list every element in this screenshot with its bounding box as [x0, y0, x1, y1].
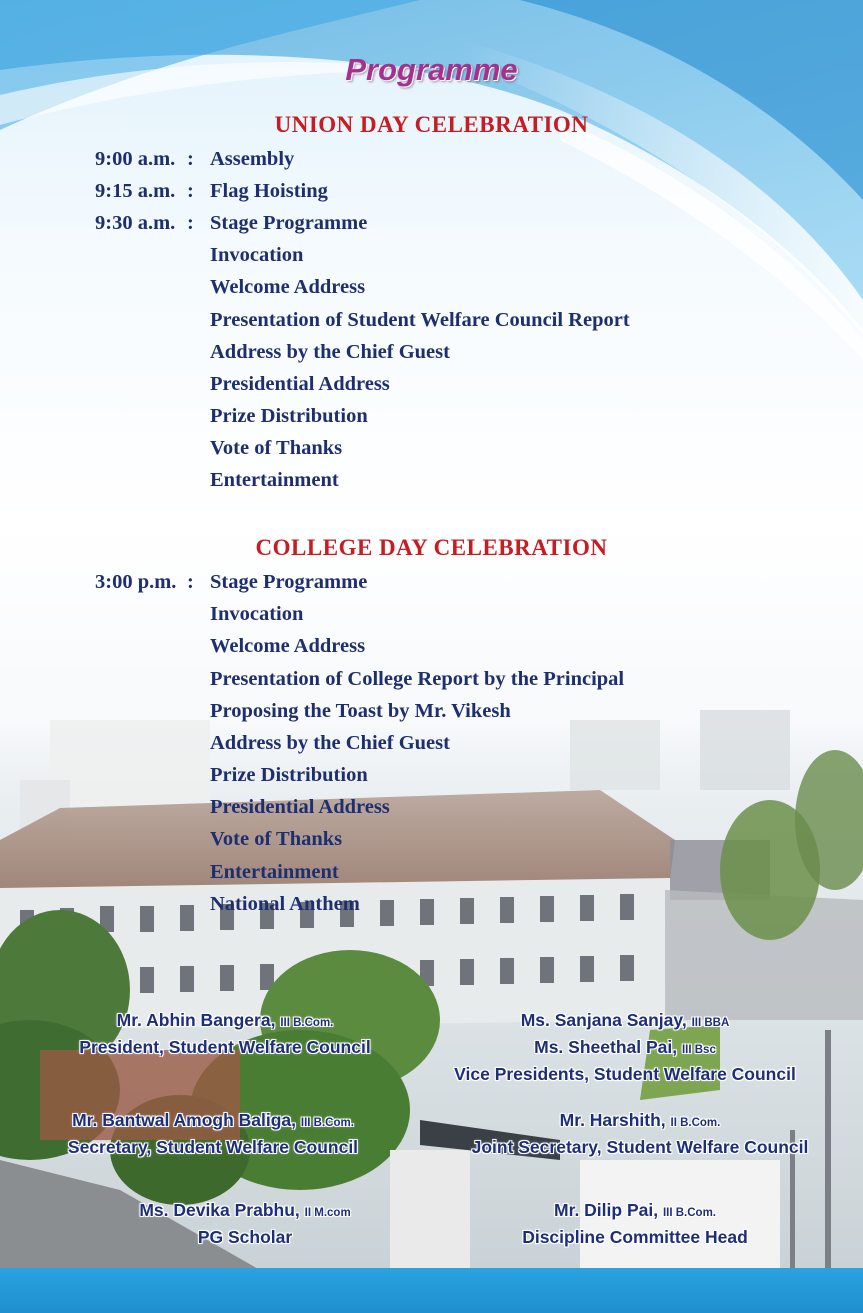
union-row: [0, 143, 863, 175]
schedule-item: Entertainment: [210, 469, 339, 491]
signatory-name: Mr. Dilip Pai,: [554, 1200, 659, 1220]
college-row: [0, 695, 863, 727]
signatory-class: III B.Com.: [662, 1207, 716, 1219]
signatory-role: Secretary, Student Welfare Council: [67, 1137, 359, 1157]
union-day-heading: UNION DAY CELEBRATION: [274, 112, 589, 137]
signatory-name: Ms. Devika Prabhu,: [139, 1200, 300, 1220]
signatory-name: Mr. Abhin Bangera,: [116, 1010, 276, 1030]
college-row: [0, 566, 863, 598]
schedule-item: Presentation of Student Welfare Council Report: [210, 309, 630, 331]
time-separator: :: [187, 571, 194, 593]
schedule-item: Proposing the Toast by Mr. Vikesh: [210, 700, 511, 722]
signatory-secretary: [28, 1108, 398, 1159]
schedule-item: Address by the Chief Guest: [210, 732, 450, 754]
signatory-pg-scholar: [80, 1198, 410, 1249]
signatory-class: III BBA: [691, 1017, 730, 1029]
union-row: [0, 464, 863, 496]
schedule-item: Presidential Address: [210, 373, 390, 395]
signatory-role: President, Student Welfare Council: [79, 1037, 371, 1057]
signatory-president: [40, 1008, 410, 1059]
signatory-vice-presidents: [440, 1008, 810, 1086]
union-row: [0, 304, 863, 336]
union-row: [0, 432, 863, 464]
college-row: [0, 630, 863, 662]
schedule-item: Flag Hoisting: [210, 180, 328, 202]
schedule-item: National Anthem: [210, 893, 360, 915]
union-row: [0, 207, 863, 239]
signatory-role: PG Scholar: [197, 1227, 293, 1247]
college-row: [0, 823, 863, 855]
college-row: [0, 856, 863, 888]
college-row: [0, 727, 863, 759]
college-row: [0, 598, 863, 630]
schedule-item: Prize Distribution: [210, 764, 368, 786]
schedule-time: 9:30 a.m.: [95, 212, 176, 234]
schedule-item: Address by the Chief Guest: [210, 341, 450, 363]
union-row: [0, 400, 863, 432]
college-row: [0, 663, 863, 695]
college-row: [0, 759, 863, 791]
time-separator: :: [187, 180, 194, 202]
signatory-name: Ms. Sanjana Sanjay,: [520, 1010, 687, 1030]
signatory-class: III B.Com.: [280, 1017, 334, 1029]
schedule-item: Prize Distribution: [210, 405, 368, 427]
schedule-item: Welcome Address: [210, 635, 366, 657]
signatory-class: II B.Com.: [670, 1117, 721, 1129]
schedule-item: Vote of Thanks: [210, 828, 343, 850]
union-row: [0, 175, 863, 207]
schedule-item: Welcome Address: [210, 276, 366, 298]
schedule-time: 9:15 a.m.: [95, 180, 176, 202]
union-row: [0, 368, 863, 400]
signatory-discipline-head: [460, 1198, 810, 1249]
signatory-role: Discipline Committee Head: [522, 1227, 748, 1247]
schedule-item: Stage Programme: [210, 212, 368, 234]
schedule-time: 3:00 p.m.: [95, 571, 177, 593]
union-row: [0, 336, 863, 368]
signatory-class: III Bsc: [681, 1044, 716, 1056]
signatory-name: Ms. Sheethal Pai,: [534, 1037, 678, 1057]
signatory-role: Vice Presidents, Student Welfare Council: [454, 1064, 796, 1084]
time-separator: :: [187, 212, 194, 234]
signatory-joint-secretary: [455, 1108, 825, 1159]
union-row: [0, 271, 863, 303]
signatory-name: Mr. Harshith,: [559, 1110, 666, 1130]
schedule-item: Presentation of College Report by the Principal: [210, 668, 625, 690]
schedule-item: Entertainment: [210, 861, 339, 883]
signatory-name: Mr. Bantwal Amogh Baliga,: [72, 1110, 297, 1130]
signatory-class: III B.Com.: [300, 1117, 354, 1129]
schedule-item: Stage Programme: [210, 571, 368, 593]
programme-title: Programme: [345, 52, 518, 87]
bottom-band: [0, 1268, 863, 1313]
schedule-item: Presidential Address: [210, 796, 390, 818]
schedule-item: Assembly: [210, 148, 295, 170]
schedule-item: Vote of Thanks: [210, 437, 343, 459]
time-separator: :: [187, 148, 194, 170]
schedule-item: Invocation: [210, 603, 304, 625]
college-day-heading: COLLEGE DAY CELEBRATION: [255, 535, 608, 560]
schedule-time: 9:00 a.m.: [95, 148, 176, 170]
signatory-class: II M.com: [304, 1207, 351, 1219]
college-row: [0, 791, 863, 823]
union-row: [0, 239, 863, 271]
college-row: [0, 888, 863, 920]
signatory-role: Joint Secretary, Student Welfare Council: [471, 1137, 809, 1157]
schedule-item: Invocation: [210, 244, 304, 266]
